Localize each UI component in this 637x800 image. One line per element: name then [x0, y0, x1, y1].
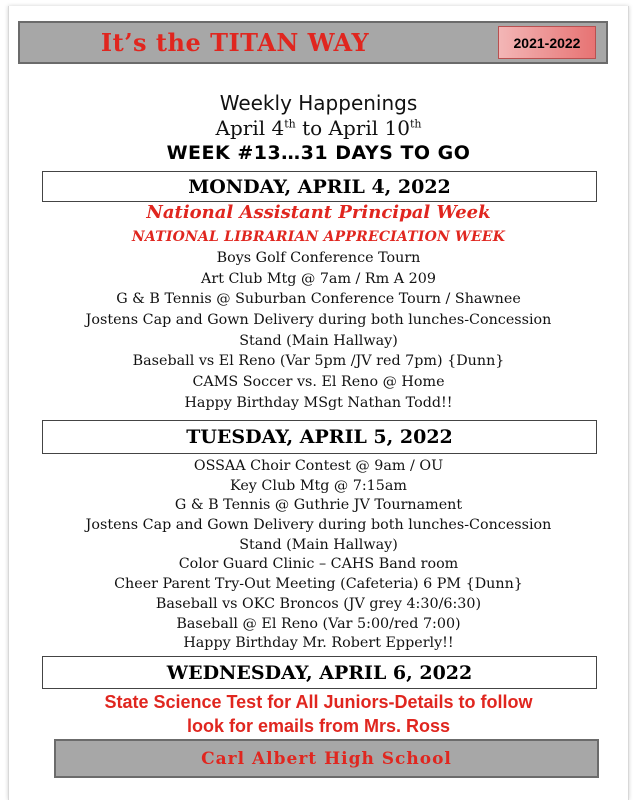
event-item: Key Club Mtg @ 7:15am [230, 477, 407, 494]
school-year-badge: 2021-2022 [498, 26, 596, 59]
tuesday-heading: TUESDAY, APRIL 5, 2022 [42, 420, 597, 454]
event-item: Baseball vs OKC Broncos (JV grey 4:30/6:30) [155, 595, 482, 612]
assistant-principal-week: National Assistant Principal Week [146, 202, 491, 223]
event-item: G & B Tennis @ Suburban Conference Tourn / Shawnee [116, 291, 521, 308]
event-item: Happy Birthday MSgt Nathan Todd!! [184, 394, 453, 411]
event-item: CAMS Soccer vs. El Reno @ Home [192, 374, 445, 391]
monday-events [0, 248, 637, 414]
science-test-note: State Science Test for All Juniors-Details to follow [104, 692, 533, 712]
event-item: Art Club Mtg @ 7am / Rm A 209 [201, 270, 436, 287]
event-item: Baseball vs El Reno (Var 5pm /JV red 7pm) {Dunn} [132, 353, 505, 370]
monday-heading: MONDAY, APRIL 4, 2022 [42, 171, 597, 202]
event-item: OSSAA Choir Contest @ 9am / OU [193, 458, 444, 474]
event-item: Color Guard Clinic – CAHS Band room [178, 556, 459, 573]
event-item: Jostens Cap and Gown Delivery during both lunches-Concession [85, 517, 552, 534]
event-item: Baseball @ El Reno (Var 5:00/red 7:00) [176, 615, 461, 632]
event-item: Stand (Main Hallway) [239, 536, 398, 553]
weekly-happenings-heading: Weekly Happenings [219, 91, 418, 115]
banner-title: It’s the TITAN WAY [100, 28, 370, 57]
librarian-appreciation-week: NATIONAL LIBRARIAN APPRECIATION WEEK [131, 229, 506, 245]
tuesday-events [0, 457, 637, 654]
event-item: Jostens Cap and Gown Delivery during both lunches-Concession [85, 312, 552, 329]
event-item: Cheer Parent Try-Out Meeting (Cafeteria) 6 PM {Dunn} [114, 576, 523, 593]
event-item: Happy Birthday Mr. Robert Epperly!! [183, 635, 454, 652]
week-countdown: WEEK #13…31 DAYS TO GO [166, 142, 471, 164]
event-item: Stand (Main Hallway) [239, 332, 398, 349]
email-note: look for emails from Mrs. Ross [186, 716, 451, 736]
event-item: Boys Golf Conference Tourn [216, 250, 421, 266]
school-name-banner: Carl Albert High School [54, 739, 599, 778]
event-item: G & B Tennis @ Guthrie JV Tournament [174, 497, 463, 514]
wednesday-heading: WEDNESDAY, APRIL 6, 2022 [42, 656, 597, 689]
date-range: April 4th to April 10th [215, 116, 422, 140]
title-banner [18, 21, 608, 64]
